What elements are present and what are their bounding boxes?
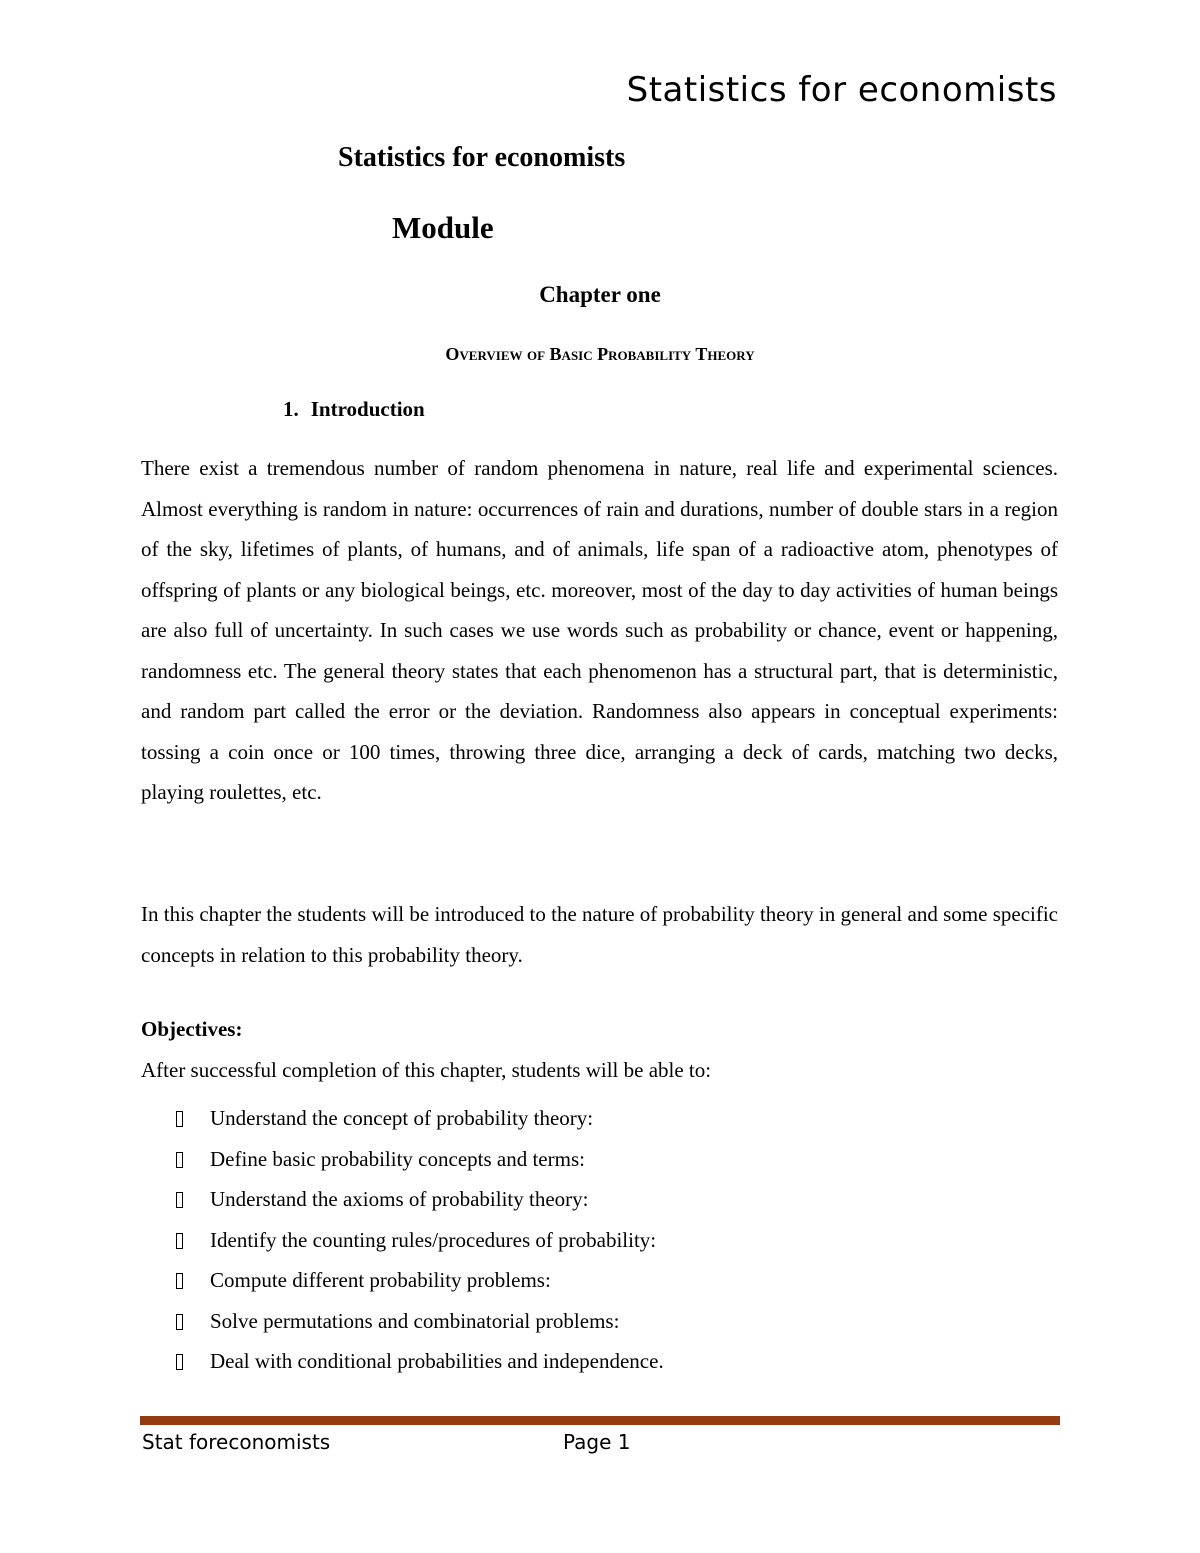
objectives-heading: Objectives: [141, 1017, 243, 1041]
objectives-list [176, 1098, 664, 1382]
objective-text: Deal with conditional probabilities and independence. [210, 1349, 664, 1373]
bullet-icon [176, 1111, 183, 1127]
objective-text: Compute different probability problems: [210, 1268, 551, 1292]
bullet-icon [176, 1192, 183, 1208]
chapter-label: Chapter one [539, 282, 661, 307]
section-heading [283, 397, 425, 422]
bullet-icon [176, 1273, 183, 1289]
running-header: Statistics for economists [626, 70, 1057, 110]
objective-text: Understand the axioms of probability theory: [210, 1187, 589, 1211]
section-title: Introduction [310, 397, 425, 421]
objective-text: Understand the concept of probability theory: [210, 1106, 594, 1130]
footer-text: Stat foreconomists [142, 1430, 331, 1454]
objective-item [176, 1301, 664, 1342]
objectives-intro: After successful completion of this chapter, students will be able to: [141, 1058, 712, 1082]
objective-item [176, 1098, 664, 1139]
bullet-icon [176, 1233, 183, 1249]
bullet-icon [176, 1152, 183, 1168]
section-number: 1. [283, 397, 299, 421]
objective-item [176, 1260, 664, 1301]
document-title: Statistics for economists [338, 142, 626, 173]
intro-paragraph: There exist a tremendous number of random phenomena in nature, real life and experimental sciences. Almost everything is random in nature: occurrences of rain and durations, number of double stars in a region of the sky, lifetimes of plants, of humans, and of animals, life span of a radioactive atom, phenotypes of offspring of plants or any biological beings, etc. moreover, most of the day to day activities of human beings are also full of uncertainty. In such cases we use words such as probability or chance, event or happening, randomness etc. The general theory states that each phenomenon has a structural part, that is deterministic, and random part called the error or the deviation. Randomness also appears in conceptual experiments: tossing a coin once or 100 times, throwing three dice, arranging a deck of cards, matching two decks, playing roulettes, etc. [141, 456, 1058, 804]
page-number: Page 1 [563, 1430, 631, 1454]
module-label: Module [392, 210, 494, 245]
objective-item [176, 1179, 664, 1220]
objective-item [176, 1220, 664, 1261]
objective-item [176, 1139, 664, 1180]
footer-rule [140, 1416, 1060, 1425]
bullet-icon [176, 1314, 183, 1330]
chapter-title: Overview of Basic Probability Theory [445, 344, 755, 364]
bullet-icon [176, 1354, 183, 1370]
objective-item [176, 1341, 664, 1382]
objective-text: Solve permutations and combinatorial problems: [210, 1308, 620, 1333]
chapter-scope-paragraph: In this chapter the students will be introduced to the nature of probability theory in general and some specific concepts in relation to this probability theory. [141, 902, 1058, 967]
objective-text: Define basic probability concepts and terms: [210, 1146, 585, 1171]
objective-text: Identify the counting rules/procedures of probability: [210, 1227, 657, 1252]
